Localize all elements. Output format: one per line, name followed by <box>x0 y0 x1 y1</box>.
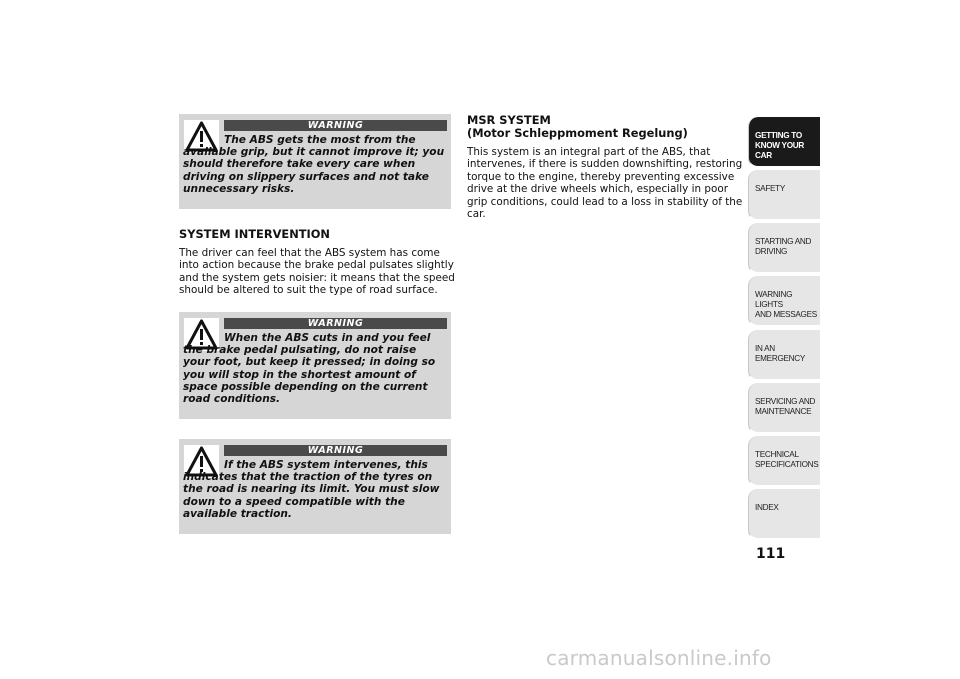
warning-box <box>179 114 451 209</box>
tab-safety[interactable]: SAFETY <box>748 170 820 221</box>
warning-label: WARNING <box>224 445 447 456</box>
tab-servicing-and-maintenance[interactable]: SERVICING AND MAINTENANCE <box>748 383 820 434</box>
warning-label: WARNING <box>224 120 447 131</box>
section-text: The driver can feel that the ABS system has come into action because the brake pedal pulsates slightly and the system gets noisier: it means that the speed should be altered to suit the type of road surface. <box>179 247 455 297</box>
warning-box <box>179 439 451 534</box>
tab-index[interactable]: INDEX <box>748 489 820 540</box>
tab-getting-to-know-your-car[interactable]: GETTING TO KNOW YOUR CAR <box>748 117 820 168</box>
watermark: carmanualsonline.info <box>546 646 772 670</box>
tab-starting-and-driving[interactable]: STARTING AND DRIVING <box>748 223 820 274</box>
msr-text: This system is an integral part of the ABS, that intervenes, if there is sudden downshifting, restoring torque to the engine, thereby preventing excessive drive at the drive wheels which, especially in poor grip conditions, could lead to a loss in stability of the car. <box>467 146 743 221</box>
warning-text: If the ABS system intervenes, this indicates that the traction of the tyres on the road is nearing its limit. You must slow down to a speed compatible with the available traction. <box>183 459 440 520</box>
warning-text: When the ABS cuts in and you feel the brake pedal pulsating, do not raise your foot, but keep it pressed; in doing so you will stop in the shortest amount of space possible depending on the current road conditions. <box>183 332 436 406</box>
msr-heading: MSR SYSTEM <box>467 113 551 127</box>
tab-warning-lights-and-messages[interactable]: WARNING LIGHTS AND MESSAGES <box>748 276 820 327</box>
section-heading: SYSTEM INTERVENTION <box>179 227 330 241</box>
warning-label: WARNING <box>224 318 447 329</box>
msr-subheading: (Motor Schleppmoment Regelung) <box>467 126 688 140</box>
tab-technical-specifications[interactable]: TECHNICAL SPECIFICATIONS <box>748 436 820 487</box>
page-number: 111 <box>756 546 786 562</box>
warning-box <box>179 312 451 419</box>
tab-in-an-emergency[interactable]: IN AN EMERGENCY <box>748 330 820 381</box>
warning-text: The ABS gets the most from the available grip, but it cannot improve it; you should therefore take every care when driving on slippery surfaces and not take unnecessary risks. <box>183 134 445 195</box>
